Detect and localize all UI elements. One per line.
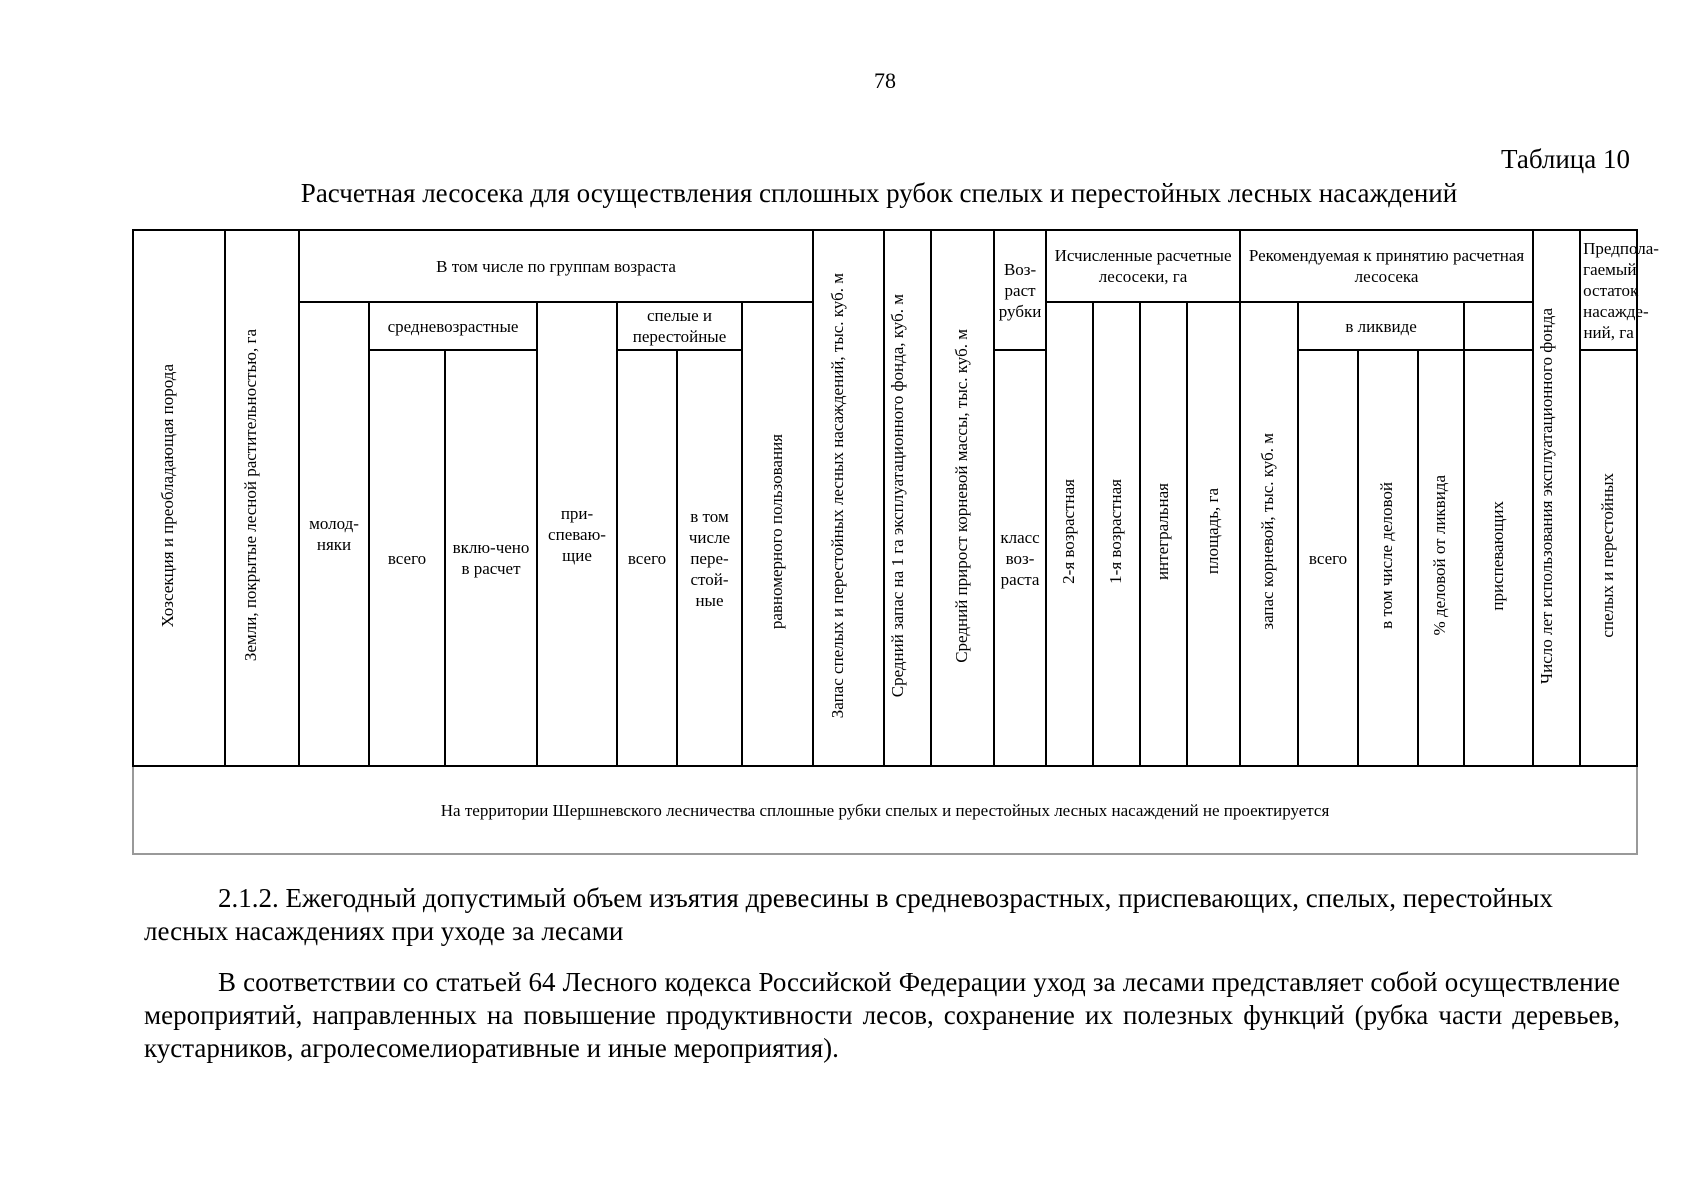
body-paragraph: В соответствии со статьей 64 Лесного кодекса Российской Федерации уход за лесами представляет собой осуществление мероприятий, направленных на повышение продуктивности лесов, сохранение их полезных функций (рубка части деревьев, кустарников, агролесомелиоративные и иные мероприятия).	[144, 967, 1620, 1063]
section-heading: 2.1.2. Ежегодный допустимый объем изъятия древесины в средневозрастных, приспевающих, спелых, перестойных лесных насаждениях при уходе за лесами	[144, 883, 1553, 946]
table-note-row: На территории Шершневского лесничества сплошные рубки спелых и перестойных лесных насаждений не проектируется	[133, 766, 1637, 854]
header-hozsekciya: Хозсекция и преобладающая порода	[133, 230, 225, 766]
header-ploshchad: площадь, га	[1187, 302, 1240, 766]
header-integralnaya: интегральная	[1140, 302, 1187, 766]
header-v-tom-chisle-delovoy: в том числе деловой	[1358, 350, 1418, 766]
header-klass-vozrasta: класс воз-раста	[994, 350, 1046, 766]
header-spelyh: спелых и перестойных	[1580, 350, 1637, 766]
header-vtoraya: 2-я возрастная	[1046, 302, 1093, 766]
header-prispevayushchie: при-спеваю-щие	[537, 302, 617, 766]
header-zemli: Земли, покрытые лесной растительностью, га	[225, 230, 299, 766]
header-chislo-let: Число лет использования эксплуатационного фонда	[1533, 230, 1580, 766]
header-srednevozrastnye: средневозрастные	[369, 302, 537, 350]
header-prispevayushchih: приспевающих	[1464, 350, 1533, 766]
header-age-groups: В том числе по группам возраста	[299, 230, 813, 302]
table-label: Таблица 10	[1501, 144, 1630, 174]
calculation-table	[132, 229, 1659, 855]
header-spelye-v-tom-chisle: в том числе пере-стой-ные	[677, 350, 742, 766]
header-zapas-kornevoy: запас корневой, тыс. куб. м	[1240, 302, 1298, 766]
header-spelye-vsego: всего	[617, 350, 677, 766]
header-likvid-vsego: всего	[1298, 350, 1358, 766]
header-sredniy-zapas: Средний запас на 1 га эксплуатационного фонда, куб. м	[884, 230, 931, 766]
header-predpolagaemyy: Предпола-гаемый остаток насажде-ний, га	[1580, 230, 1637, 350]
page-number: 78	[874, 68, 896, 93]
header-procent-delovoy: % деловой от ликвида	[1418, 350, 1464, 766]
header-rekomenduemaya: Рекомендуемая к принятию расчетная лесосека	[1240, 230, 1533, 302]
header-molodnyaki: молод-няки	[299, 302, 369, 766]
header-sred-vklyucheno: вклю-чено в расчет	[445, 350, 537, 766]
table-title: Расчетная лесосека для осуществления сплошных рубок спелых и перестойных лесных насаждений	[300, 178, 1458, 208]
header-spelye: спелые и перестойные	[617, 302, 742, 350]
header-sredniy-prirost: Средний прирост корневой массы, тыс. куб. м	[931, 230, 994, 766]
header-ravnomernogo: равномерного пользования	[742, 302, 813, 766]
header-sred-vsego: всего	[369, 350, 445, 766]
header-v-likvide: в ликвиде	[1298, 302, 1464, 350]
header-ischislennye: Исчисленные расчетные лесосеки, га	[1046, 230, 1240, 302]
header-zapas: Запас спелых и перестойных лесных насаждений, тыс. куб. м	[813, 230, 884, 766]
header-vozrast-rubki: Воз-раст рубки	[994, 230, 1046, 350]
header-pervaya: 1-я возрастная	[1093, 302, 1140, 766]
